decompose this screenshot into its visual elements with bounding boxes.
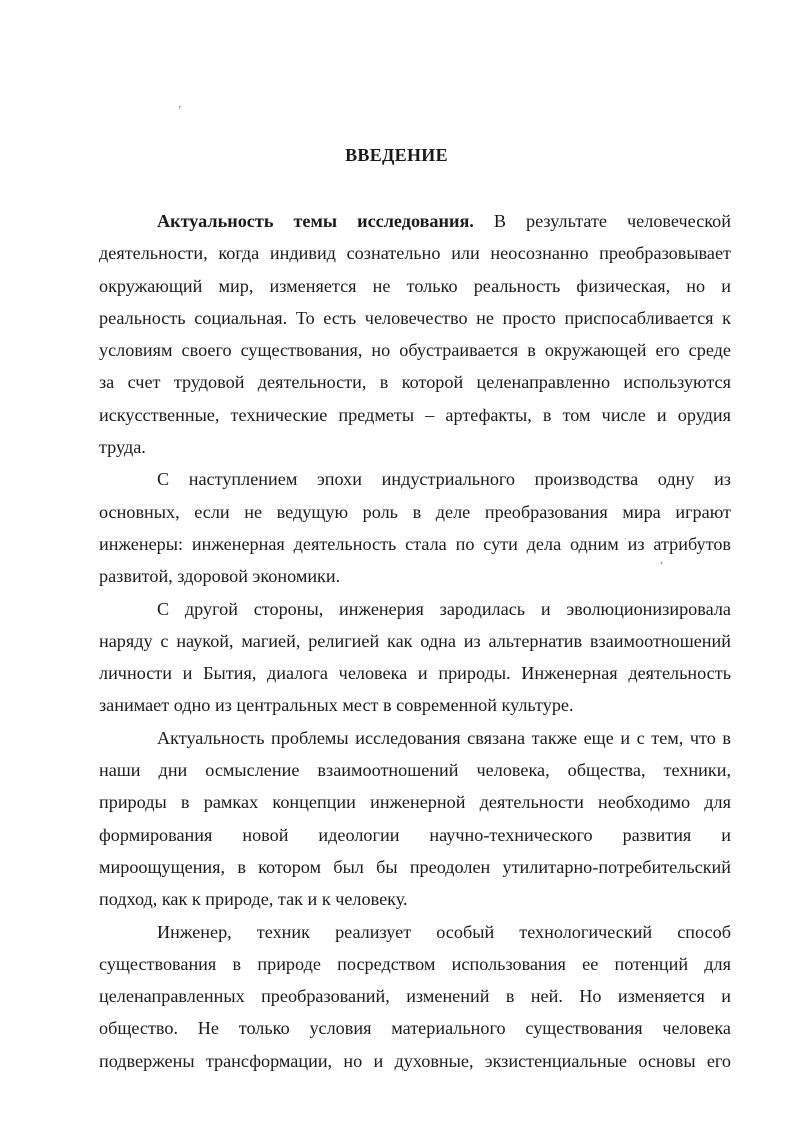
text-line: природы в рамках концепции инженерной деятельности необходимо для <box>99 792 731 813</box>
body-text <box>99 205 731 1077</box>
text-line: окружающий мир, изменяется не только реальность физическая, но и <box>99 275 731 296</box>
paragraph-relevance <box>99 205 731 463</box>
paragraph-problem-relevance <box>99 722 731 916</box>
text-line: общество. Не только условия материального существования человека <box>99 1018 731 1039</box>
text-line: искусственные, технические предметы – артефакты, в том числе и орудия <box>99 404 731 425</box>
text-line: личности и Бытия, диалога человека и природы. Инженерная деятельность <box>99 663 731 684</box>
text-line: деятельности, когда индивид сознательно или неосознанно преобразовывает <box>99 243 731 264</box>
text-line: С другой стороны, инженерия зародилась и эволюционизировала <box>157 598 731 619</box>
page-title: ВВЕДЕНИЕ <box>345 145 448 165</box>
text-line: основных, если не ведущую роль в деле преобразования мира играют <box>99 501 731 522</box>
text-line: инженеры: инженерная деятельность стала по сути дела одним из атрибутов <box>99 533 731 554</box>
text-line: условиям своего существования, но обустраивается в окружающей его среде <box>99 340 731 361</box>
relevance-lead: Актуальность темы исследования. <box>157 211 474 231</box>
text-line: наряду с наукой, магией, религией как одна из альтернатив взаимоотношений <box>99 630 731 651</box>
text-line: Инженер, техник реализует особый технологический способ <box>157 921 731 942</box>
text-line: за счет трудовой деятельности, в которой целенаправленно используются <box>99 372 731 393</box>
text-line: подвержены трансформации, но и духовные, экзистенциальные основы его <box>99 1050 731 1071</box>
text-line: развитой, здоровой экономики. <box>99 566 341 587</box>
text-line: существования в природе посредством использования ее потенций для <box>99 953 731 974</box>
paragraph-industrial-era <box>99 463 731 592</box>
text-line: Актуальность темы исследования. В результате человеческой <box>157 211 732 231</box>
text-line: наши дни осмысление взаимоотношений человека, общества, техники, <box>99 760 731 781</box>
text-line: Актуальность проблемы исследования связана также еще и с тем, что в <box>157 727 731 748</box>
text-line: С наступлением эпохи индустриального производства одну из <box>157 469 731 490</box>
paragraph-engineer-technician <box>99 916 731 1077</box>
text-line: подход, как к природе, так и к человеку. <box>99 889 408 910</box>
scan-speck: ʼ <box>660 561 664 572</box>
text-line: труда. <box>99 437 146 458</box>
paragraph-engineering-origins <box>99 593 731 722</box>
text-line: реальность социальная. То есть человечество не просто приспосабливается к <box>99 307 731 328</box>
text-line: занимает одно из центральных мест в современной культуре. <box>99 695 574 716</box>
text-line: целенаправленных преобразований, изменений в ней. Но изменяется и <box>99 986 731 1007</box>
text-line: мироощущения, в котором был бы преодолен утилитарно-потребительский <box>99 856 731 877</box>
scan-speck: ʼ <box>178 105 182 116</box>
text-line: формирования новой идеологии научно-технического развития и <box>99 824 731 845</box>
